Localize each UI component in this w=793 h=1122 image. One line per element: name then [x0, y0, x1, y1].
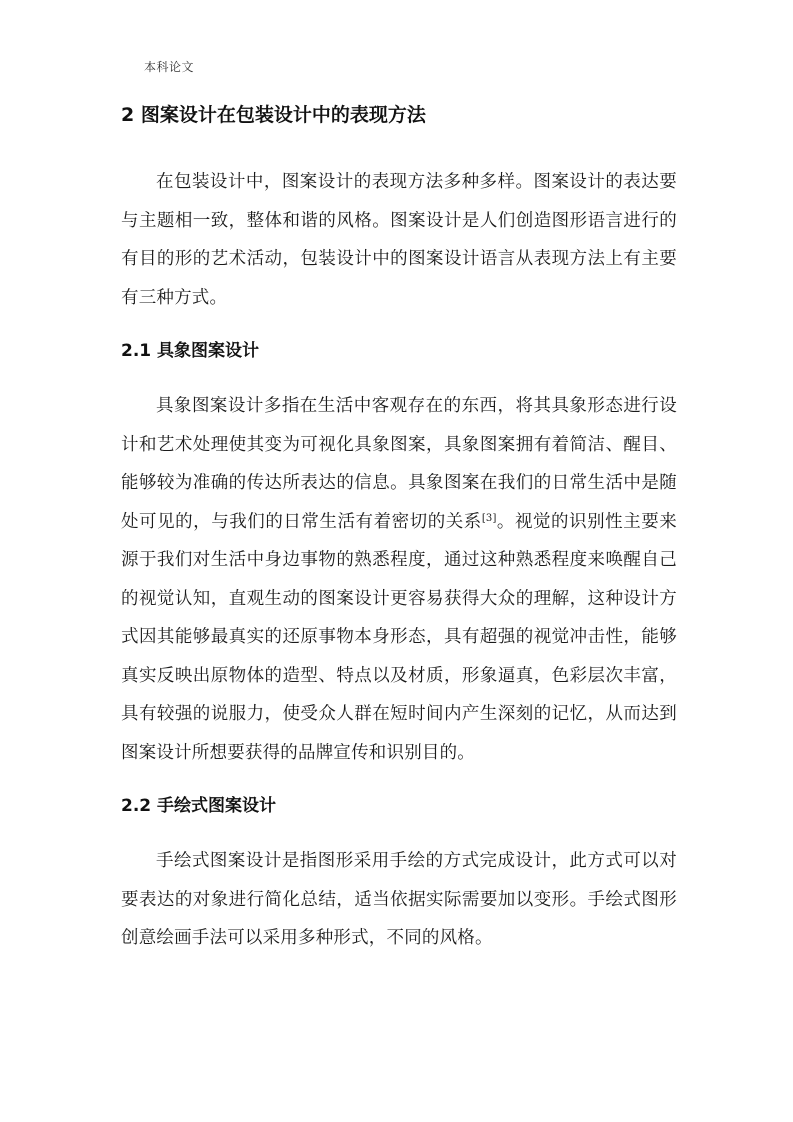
running-header: 本科论文 [144, 60, 195, 74]
subsection-title-2-1: 2.1 具象图案设计 [121, 341, 260, 361]
section-intro-paragraph: 在包装设计中，图案设计的表现方法多种多样。图案设计的表达要与主题相一致，整体和谐的风格。图案设计是人们创造图形语言进行的有目的形的艺术活动，包装设计中的图案设计语言从表现方法上有主要有三种方式。 [121, 172, 677, 308]
page-content [121, 100, 677, 958]
subsection-2-2-paragraph: 手绘式图案设计是指图形采用手绘的方式完成设计，此方式可以对要表达的对象进行简化总结，适当依据实际需要加以变形。手绘式图形创意绘画手法可以采用多种形式，不同的风格。 [121, 851, 677, 948]
paragraph-text: 。视觉的识别性主要来源于我们对生活中身边事物的熟悉程度，通过这种熟悉程度来唤醒自己的视觉认知，直观生动的图案设计更容易获得大众的理解，这种设计方式因其能够最真实的还原事物本身形态，具有超强的视觉冲击性，能够真实反映出原物体的造型、特点以及材质，形象逼真，色彩层次丰富，具有较强的说服力，使受众人群在短时间内产生深刻的记忆，从而达到图案设计所想要获得的品牌宣传和识别目的。 [121, 511, 678, 763]
section-title: 2 图案设计在包装设计中的表现方法 [121, 104, 426, 126]
subsection-2-1-paragraph [121, 387, 677, 772]
subsection-title-2-2: 2.2 手绘式图案设计 [121, 796, 277, 816]
citation-reference: [3] [481, 512, 497, 524]
paragraph-text: 具象图案设计多指在生活中客观存在的东西，将其具象形态进行设计和艺术处理使其变为可视化具象图案，具象图案拥有着简洁、醒目、能够较为准确的传达所表达的信息。具象图案在我们的日常生活中是随处可见的，与我们的日常生活有着密切的关系 [121, 396, 677, 532]
